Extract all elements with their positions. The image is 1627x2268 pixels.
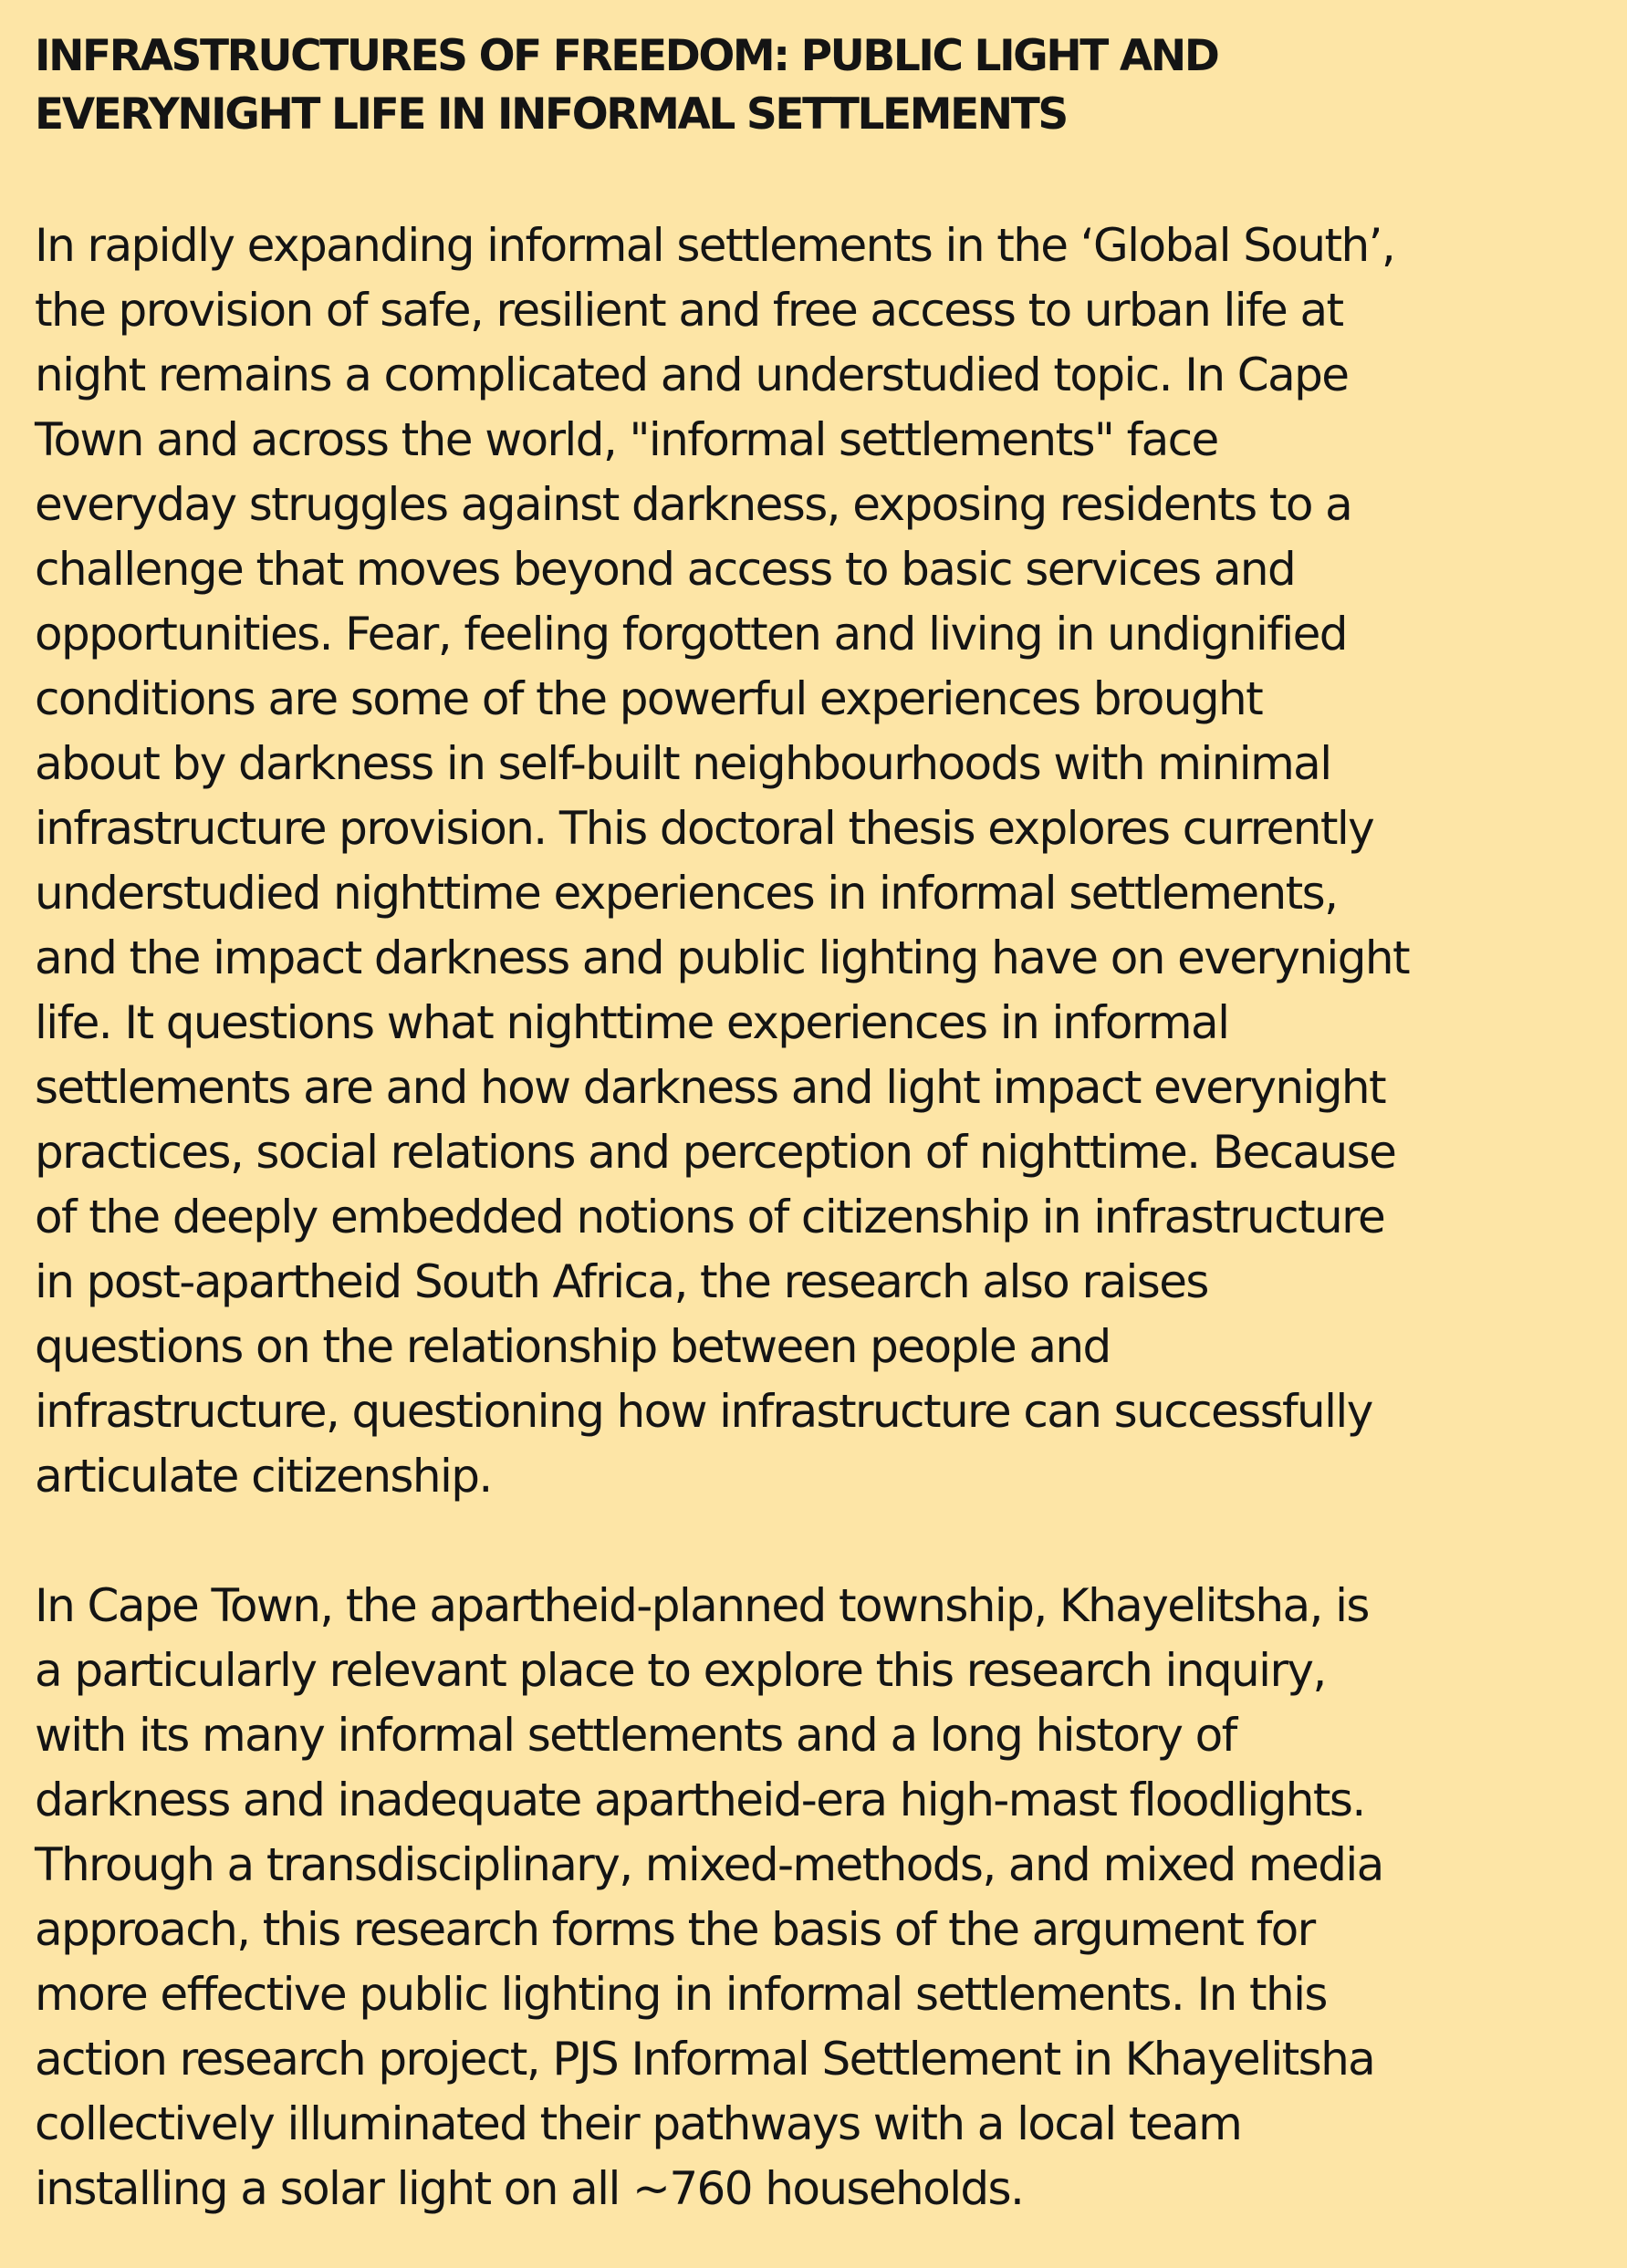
text-line: infrastructure provision. This doctoral thesis explores currently — [35, 802, 1374, 855]
text-line: conditions are some of the powerful experiences brought — [35, 672, 1263, 725]
text-line: night remains a complicated and understudied topic. In Cape — [35, 349, 1349, 401]
text-line: practices, social relations and perception of nighttime. Because — [35, 1126, 1396, 1179]
paragraph-1 — [35, 213, 1597, 1509]
text-line: about by darkness in self-built neighbourhoods with minimal — [35, 737, 1331, 790]
text-line: challenge that moves beyond access to basic services and — [35, 543, 1296, 596]
text-line: settlements are and how darkness and light impact everynight — [35, 1061, 1386, 1114]
text-line: Through a transdisciplinary, mixed-methods, and mixed media — [35, 1838, 1383, 1891]
text-line: in post-apartheid South Africa, the research also raises — [35, 1255, 1208, 1308]
text-line: more effective public lighting in informal settlements. In this — [35, 1968, 1327, 2021]
title-line: INFRASTRUCTURES OF FREEDOM: PUBLIC LIGHT AND — [35, 31, 1218, 81]
text-line: In rapidly expanding informal settlements in the ‘Global South’, — [35, 219, 1395, 272]
paragraph-2 — [35, 1574, 1597, 2221]
text-line: installing a solar light on all ~760 households. — [35, 2162, 1024, 2215]
text-line: infrastructure, questioning how infrastructure can successfully — [35, 1385, 1372, 1438]
text-line: life. It questions what nighttime experiences in informal — [35, 996, 1229, 1049]
text-line: darkness and inadequate apartheid-era high-mast floodlights. — [35, 1774, 1365, 1826]
text-line: collectively illuminated their pathways with a local team — [35, 2097, 1242, 2150]
page-title — [35, 27, 1597, 144]
text-line: understudied nighttime experiences in informal settlements, — [35, 867, 1338, 920]
text-line: with its many informal settlements and a long history of — [35, 1709, 1236, 1762]
text-line: approach, this research forms the basis of the argument for — [35, 1903, 1315, 1956]
text-line: Town and across the world, "informal settlements" face — [35, 413, 1218, 466]
title-line: EVERYNIGHT LIFE IN INFORMAL SETTLEMENTS — [35, 89, 1067, 140]
text-line: questions on the relationship between people and — [35, 1320, 1111, 1373]
text-line: action research project, PJS Informal Settlement in Khayelitsha — [35, 2033, 1375, 2086]
text-line: opportunities. Fear, feeling forgotten and living in undignified — [35, 608, 1347, 661]
text-line: In Cape Town, the apartheid-planned township, Khayelitsha, is — [35, 1579, 1369, 1632]
text-line: a particularly relevant place to explore this research inquiry, — [35, 1644, 1326, 1697]
text-line: articulate citizenship. — [35, 1450, 492, 1503]
text-line: everyday struggles against darkness, exposing residents to a — [35, 478, 1352, 531]
text-line: the provision of safe, resilient and free access to urban life at — [35, 284, 1343, 337]
text-line: of the deeply embedded notions of citizenship in infrastructure — [35, 1191, 1385, 1243]
text-line: and the impact darkness and public lighting have on everynight — [35, 931, 1409, 984]
abstract-page — [35, 27, 1597, 2221]
